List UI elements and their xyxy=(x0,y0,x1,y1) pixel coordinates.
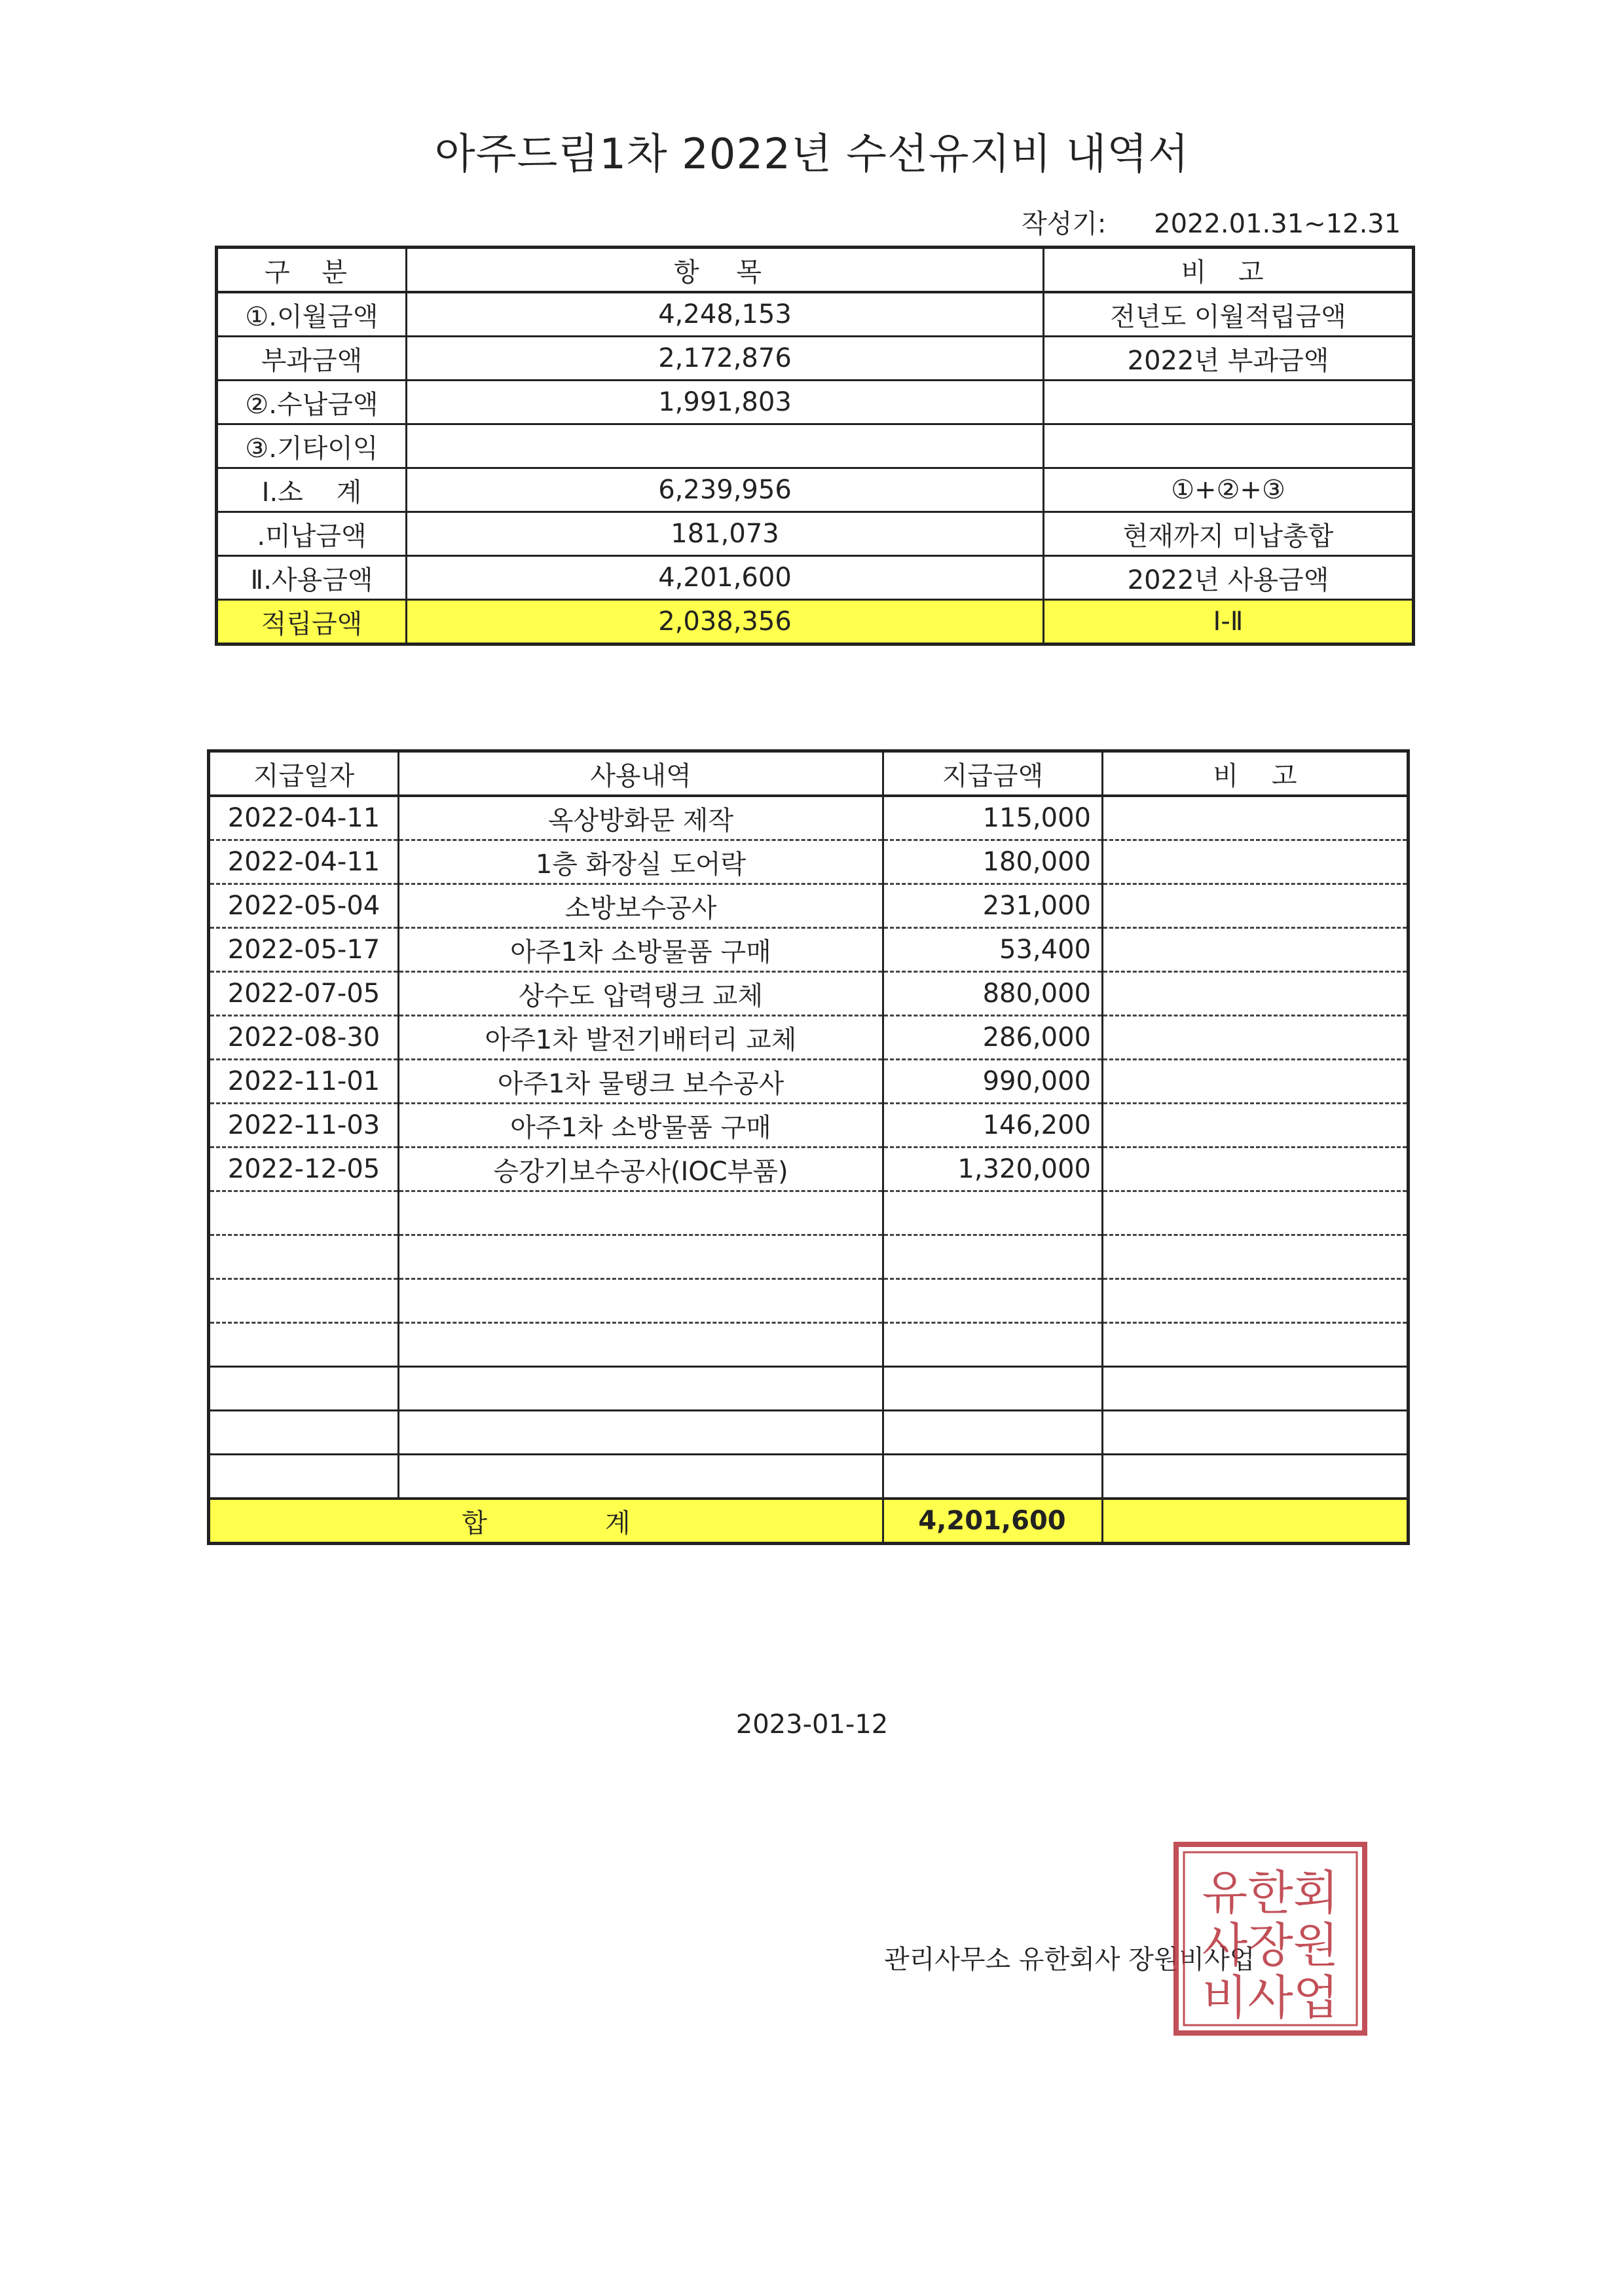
payment-note xyxy=(1103,1455,1409,1499)
summary-header-item: 항 목 xyxy=(407,248,1044,293)
seal-line-3: 비사업 xyxy=(1202,1970,1339,2025)
summary-note: 2022년 부과금액 xyxy=(1044,337,1414,381)
payment-date: 2022-08-30 xyxy=(209,1016,399,1060)
payment-description xyxy=(399,1279,883,1323)
payment-note xyxy=(1103,1191,1409,1235)
payment-row xyxy=(209,972,1409,1016)
total-note xyxy=(1103,1499,1409,1544)
summary-label: Ⅰ.소 계 xyxy=(217,468,407,512)
payment-amount xyxy=(883,1235,1103,1279)
summary-row xyxy=(217,556,1414,600)
payment-date xyxy=(209,1367,399,1411)
summary-note: Ⅰ-Ⅱ xyxy=(1044,600,1414,644)
period-value: 2022.01.31~12.31 xyxy=(1154,209,1401,239)
payment-date: 2022-04-11 xyxy=(209,840,399,884)
payment-note xyxy=(1103,1235,1409,1279)
payment-amount: 1,320,000 xyxy=(883,1148,1103,1191)
payment-description: 옥상방화문 제작 xyxy=(399,796,883,840)
payment-date: 2022-12-05 xyxy=(209,1148,399,1191)
payment-note xyxy=(1103,1060,1409,1104)
payments-header-row xyxy=(209,751,1409,796)
summary-note xyxy=(1044,381,1414,424)
empty-payment-row xyxy=(209,1367,1409,1411)
payment-description: 1층 화장실 도어락 xyxy=(399,840,883,884)
payment-row xyxy=(209,928,1409,972)
total-label-part-2: 계 xyxy=(605,1508,631,1539)
payment-date xyxy=(209,1323,399,1367)
signature: 관리사무소 유한회사 장원비사업 xyxy=(884,1945,1255,1975)
seal-line-2: 사장원 xyxy=(1202,1918,1339,1973)
payment-amount xyxy=(883,1279,1103,1323)
payment-amount: 880,000 xyxy=(883,972,1103,1016)
payment-description xyxy=(399,1323,883,1367)
payments-header-amount: 지급금액 xyxy=(883,751,1103,796)
payment-amount: 286,000 xyxy=(883,1016,1103,1060)
payment-note xyxy=(1103,840,1409,884)
empty-payment-row xyxy=(209,1235,1409,1279)
payment-note xyxy=(1103,972,1409,1016)
empty-payment-row xyxy=(209,1323,1409,1367)
payment-row xyxy=(209,840,1409,884)
payment-amount: 180,000 xyxy=(883,840,1103,884)
summary-row xyxy=(217,424,1414,468)
payment-amount xyxy=(883,1323,1103,1367)
summary-amount: 6,239,956 xyxy=(407,468,1044,512)
payment-note xyxy=(1103,1279,1409,1323)
seal-line-1: 유한회 xyxy=(1202,1865,1339,1920)
summary-label: 부과금액 xyxy=(217,337,407,381)
summary-amount: 4,201,600 xyxy=(407,556,1044,600)
payment-amount: 115,000 xyxy=(883,796,1103,840)
payment-note xyxy=(1103,1148,1409,1191)
payment-description: 아주1차 소방물품 구매 xyxy=(399,1104,883,1148)
summary-amount: 181,073 xyxy=(407,512,1044,556)
payment-row xyxy=(209,796,1409,840)
payments-header-description: 사용내역 xyxy=(399,751,883,796)
payment-date xyxy=(209,1279,399,1323)
summary-row xyxy=(217,468,1414,512)
payment-date: 2022-05-17 xyxy=(209,928,399,972)
summary-label: 적립금액 xyxy=(217,600,407,644)
payment-amount xyxy=(883,1411,1103,1455)
payment-date: 2022-04-11 xyxy=(209,796,399,840)
summary-label: ②.수납금액 xyxy=(217,381,407,424)
summary-label: ①.이월금액 xyxy=(217,292,407,337)
payment-description xyxy=(399,1411,883,1455)
payment-note xyxy=(1103,1016,1409,1060)
document-title: 아주드림1차 2022년 수선유지비 내역서 xyxy=(434,130,1190,179)
summary-row xyxy=(217,381,1414,424)
payment-note xyxy=(1103,796,1409,840)
total-label-part-1: 합 xyxy=(462,1508,487,1539)
summary-amount: 4,248,153 xyxy=(407,292,1044,337)
empty-payment-row xyxy=(209,1455,1409,1499)
summary-row xyxy=(217,337,1414,381)
payment-date: 2022-11-03 xyxy=(209,1104,399,1148)
payment-description xyxy=(399,1455,883,1499)
payment-description: 아주1차 물탱크 보수공사 xyxy=(399,1060,883,1104)
payment-amount xyxy=(883,1191,1103,1235)
summary-header-category: 구 분 xyxy=(217,248,407,293)
summary-amount: 2,172,876 xyxy=(407,337,1044,381)
summary-note: 전년도 이월적립금액 xyxy=(1044,292,1414,337)
summary-row xyxy=(217,512,1414,556)
summary-amount xyxy=(407,424,1044,468)
payment-description: 상수도 압력탱크 교체 xyxy=(399,972,883,1016)
payment-note xyxy=(1103,1323,1409,1367)
payment-row xyxy=(209,1104,1409,1148)
summary-label: Ⅱ.사용금액 xyxy=(217,556,407,600)
payment-amount xyxy=(883,1455,1103,1499)
payment-date: 2022-05-04 xyxy=(209,884,399,928)
summary-label: .미납금액 xyxy=(217,512,407,556)
payments-total-row xyxy=(209,1499,1409,1544)
payment-description xyxy=(399,1191,883,1235)
payment-row xyxy=(209,1148,1409,1191)
total-amount: 4,201,600 xyxy=(883,1499,1103,1544)
payment-date xyxy=(209,1235,399,1279)
payment-description xyxy=(399,1235,883,1279)
summary-reserve-row xyxy=(217,600,1414,644)
empty-payment-row xyxy=(209,1411,1409,1455)
payment-amount: 53,400 xyxy=(883,928,1103,972)
empty-payment-row xyxy=(209,1279,1409,1323)
summary-note: 현재까지 미납총합 xyxy=(1044,512,1414,556)
payments-header-date: 지급일자 xyxy=(209,751,399,796)
summary-header-row xyxy=(217,248,1414,293)
payment-description: 아주1차 발전기배터리 교체 xyxy=(399,1016,883,1060)
payment-date xyxy=(209,1455,399,1499)
payment-row xyxy=(209,884,1409,928)
payments-header-note: 비 고 xyxy=(1103,751,1409,796)
company-seal xyxy=(1172,1840,1369,2037)
summary-label: ③.기타이익 xyxy=(217,424,407,468)
payment-description: 승강기보수공사(IOC부품) xyxy=(399,1148,883,1191)
period-label: 작성기: xyxy=(1022,209,1107,239)
total-label xyxy=(209,1499,883,1544)
payment-note xyxy=(1103,1411,1409,1455)
payment-description: 아주1차 소방물품 구매 xyxy=(399,928,883,972)
summary-row xyxy=(217,292,1414,337)
summary-header-note: 비 고 xyxy=(1044,248,1414,293)
payment-description: 소방보수공사 xyxy=(399,884,883,928)
period xyxy=(1022,203,1401,240)
summary-note xyxy=(1044,424,1414,468)
payment-amount: 990,000 xyxy=(883,1060,1103,1104)
summary-table xyxy=(215,246,1415,646)
payment-date: 2022-11-01 xyxy=(209,1060,399,1104)
payment-date: 2022-07-05 xyxy=(209,972,399,1016)
payment-amount xyxy=(883,1367,1103,1411)
summary-amount: 1,991,803 xyxy=(407,381,1044,424)
payment-row xyxy=(209,1016,1409,1060)
empty-payment-row xyxy=(209,1191,1409,1235)
payment-note xyxy=(1103,884,1409,928)
summary-amount: 2,038,356 xyxy=(407,600,1044,644)
payment-date xyxy=(209,1191,399,1235)
payment-note xyxy=(1103,928,1409,972)
payment-amount: 231,000 xyxy=(883,884,1103,928)
summary-note: ①+②+③ xyxy=(1044,468,1414,512)
payments-table xyxy=(207,749,1410,1545)
payment-description xyxy=(399,1367,883,1411)
payment-row xyxy=(209,1060,1409,1104)
payment-note xyxy=(1103,1367,1409,1411)
payment-date xyxy=(209,1411,399,1455)
payment-amount: 146,200 xyxy=(883,1104,1103,1148)
summary-note: 2022년 사용금액 xyxy=(1044,556,1414,600)
payment-note xyxy=(1103,1104,1409,1148)
issue-date: 2023-01-12 xyxy=(735,1709,889,1740)
